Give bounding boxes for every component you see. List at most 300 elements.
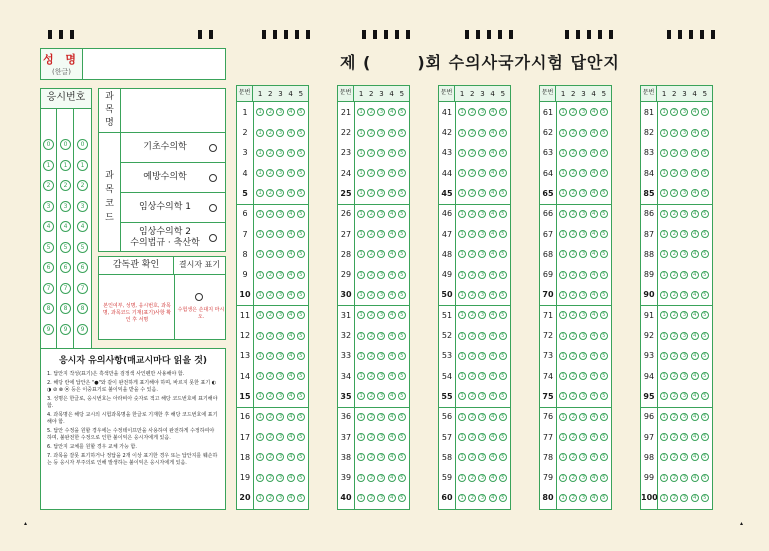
answer-bubble[interactable]: 4 bbox=[287, 494, 295, 502]
answer-bubble[interactable]: 1 bbox=[660, 271, 668, 279]
answer-bubble[interactable]: 4 bbox=[590, 108, 598, 116]
answer-bubble[interactable]: 4 bbox=[287, 129, 295, 137]
answer-bubble[interactable]: 3 bbox=[377, 210, 385, 218]
answer-bubble[interactable]: 1 bbox=[559, 250, 567, 258]
answer-bubble[interactable]: 4 bbox=[287, 433, 295, 441]
answer-bubble[interactable]: 5 bbox=[297, 413, 305, 421]
answer-bubble[interactable]: 4 bbox=[590, 250, 598, 258]
answer-bubble[interactable]: 3 bbox=[377, 291, 385, 299]
answer-bubble[interactable]: 2 bbox=[367, 291, 375, 299]
answer-bubble[interactable]: 4 bbox=[691, 372, 699, 380]
answer-bubble[interactable]: 2 bbox=[670, 352, 678, 360]
answer-bubble[interactable]: 4 bbox=[388, 210, 396, 218]
answer-bubble[interactable]: 5 bbox=[398, 453, 406, 461]
answer-bubble[interactable]: 1 bbox=[357, 372, 365, 380]
answer-bubble[interactable]: 5 bbox=[499, 149, 507, 157]
answer-bubble[interactable]: 5 bbox=[297, 332, 305, 340]
answer-bubble[interactable]: 5 bbox=[297, 453, 305, 461]
answer-bubble[interactable]: 5 bbox=[398, 250, 406, 258]
answer-bubble[interactable]: 3 bbox=[579, 311, 587, 319]
exam-digit-bubble[interactable]: 0 bbox=[60, 139, 71, 150]
answer-bubble[interactable]: 3 bbox=[478, 271, 486, 279]
answer-bubble[interactable]: 2 bbox=[670, 230, 678, 238]
answer-bubble[interactable]: 3 bbox=[680, 189, 688, 197]
answer-bubble[interactable]: 2 bbox=[569, 169, 577, 177]
answer-bubble[interactable]: 3 bbox=[276, 230, 284, 238]
answer-bubble[interactable]: 1 bbox=[559, 230, 567, 238]
answer-bubble[interactable]: 1 bbox=[256, 250, 264, 258]
answer-bubble[interactable]: 2 bbox=[367, 413, 375, 421]
exam-digit-bubble[interactable]: 4 bbox=[60, 221, 71, 232]
answer-bubble[interactable]: 2 bbox=[367, 311, 375, 319]
answer-bubble[interactable]: 1 bbox=[357, 210, 365, 218]
answer-bubble[interactable]: 3 bbox=[276, 291, 284, 299]
answer-bubble[interactable]: 1 bbox=[357, 149, 365, 157]
answer-bubble[interactable]: 2 bbox=[670, 372, 678, 380]
exam-digit-bubble[interactable]: 6 bbox=[43, 262, 54, 273]
answer-bubble[interactable]: 4 bbox=[590, 169, 598, 177]
answer-bubble[interactable]: 1 bbox=[559, 413, 567, 421]
answer-bubble[interactable]: 4 bbox=[691, 433, 699, 441]
answer-bubble[interactable]: 2 bbox=[367, 129, 375, 137]
answer-bubble[interactable]: 5 bbox=[600, 129, 608, 137]
answer-bubble[interactable]: 3 bbox=[680, 433, 688, 441]
answer-bubble[interactable]: 5 bbox=[398, 210, 406, 218]
answer-bubble[interactable]: 4 bbox=[287, 372, 295, 380]
answer-bubble[interactable]: 3 bbox=[478, 149, 486, 157]
answer-bubble[interactable]: 3 bbox=[276, 189, 284, 197]
answer-bubble[interactable]: 3 bbox=[377, 108, 385, 116]
answer-bubble[interactable]: 2 bbox=[367, 250, 375, 258]
answer-bubble[interactable]: 4 bbox=[489, 453, 497, 461]
exam-digit-bubble[interactable]: 4 bbox=[43, 221, 54, 232]
answer-bubble[interactable]: 3 bbox=[680, 271, 688, 279]
answer-bubble[interactable]: 4 bbox=[388, 372, 396, 380]
answer-bubble[interactable]: 4 bbox=[590, 210, 598, 218]
answer-bubble[interactable]: 5 bbox=[297, 108, 305, 116]
answer-bubble[interactable]: 1 bbox=[660, 332, 668, 340]
answer-bubble[interactable]: 5 bbox=[701, 453, 709, 461]
answer-bubble[interactable]: 2 bbox=[367, 453, 375, 461]
answer-bubble[interactable]: 4 bbox=[590, 494, 598, 502]
answer-bubble[interactable]: 4 bbox=[287, 189, 295, 197]
answer-bubble[interactable]: 1 bbox=[256, 311, 264, 319]
exam-digit-bubble[interactable]: 7 bbox=[77, 283, 88, 294]
answer-bubble[interactable]: 3 bbox=[478, 129, 486, 137]
answer-bubble[interactable]: 1 bbox=[559, 352, 567, 360]
exam-digit-bubble[interactable]: 1 bbox=[77, 160, 88, 171]
answer-bubble[interactable]: 5 bbox=[600, 271, 608, 279]
answer-bubble[interactable]: 2 bbox=[266, 413, 274, 421]
answer-bubble[interactable]: 3 bbox=[680, 311, 688, 319]
answer-bubble[interactable]: 4 bbox=[590, 291, 598, 299]
answer-bubble[interactable]: 2 bbox=[266, 433, 274, 441]
answer-bubble[interactable]: 2 bbox=[266, 129, 274, 137]
answer-bubble[interactable]: 4 bbox=[388, 291, 396, 299]
answer-bubble[interactable]: 4 bbox=[691, 149, 699, 157]
exam-digit-bubble[interactable]: 5 bbox=[60, 242, 71, 253]
answer-bubble[interactable]: 4 bbox=[287, 474, 295, 482]
answer-bubble[interactable]: 4 bbox=[590, 372, 598, 380]
answer-bubble[interactable]: 3 bbox=[579, 494, 587, 502]
answer-bubble[interactable]: 5 bbox=[297, 474, 305, 482]
answer-bubble[interactable]: 2 bbox=[670, 453, 678, 461]
answer-bubble[interactable]: 1 bbox=[660, 108, 668, 116]
answer-bubble[interactable]: 5 bbox=[600, 108, 608, 116]
exam-digit-bubble[interactable]: 7 bbox=[60, 283, 71, 294]
answer-bubble[interactable]: 4 bbox=[489, 291, 497, 299]
answer-bubble[interactable]: 2 bbox=[367, 271, 375, 279]
answer-bubble[interactable]: 3 bbox=[579, 250, 587, 258]
answer-bubble[interactable]: 2 bbox=[468, 250, 476, 258]
answer-bubble[interactable]: 3 bbox=[478, 169, 486, 177]
answer-bubble[interactable]: 1 bbox=[357, 230, 365, 238]
answer-bubble[interactable]: 1 bbox=[660, 169, 668, 177]
answer-bubble[interactable]: 1 bbox=[559, 311, 567, 319]
answer-bubble[interactable]: 1 bbox=[559, 474, 567, 482]
answer-bubble[interactable]: 3 bbox=[680, 392, 688, 400]
exam-digit-bubble[interactable]: 2 bbox=[43, 180, 54, 191]
answer-bubble[interactable]: 3 bbox=[276, 108, 284, 116]
answer-bubble[interactable]: 2 bbox=[468, 230, 476, 238]
answer-bubble[interactable]: 4 bbox=[489, 474, 497, 482]
answer-bubble[interactable]: 5 bbox=[600, 189, 608, 197]
answer-bubble[interactable]: 1 bbox=[357, 311, 365, 319]
answer-bubble[interactable]: 1 bbox=[357, 332, 365, 340]
answer-bubble[interactable]: 1 bbox=[256, 169, 264, 177]
answer-bubble[interactable]: 5 bbox=[398, 189, 406, 197]
answer-bubble[interactable]: 3 bbox=[680, 149, 688, 157]
answer-bubble[interactable]: 1 bbox=[458, 250, 466, 258]
answer-bubble[interactable]: 3 bbox=[377, 169, 385, 177]
answer-bubble[interactable]: 3 bbox=[680, 474, 688, 482]
answer-bubble[interactable]: 1 bbox=[458, 372, 466, 380]
answer-bubble[interactable]: 2 bbox=[367, 433, 375, 441]
exam-digit-bubble[interactable]: 8 bbox=[77, 303, 88, 314]
answer-bubble[interactable]: 4 bbox=[691, 230, 699, 238]
answer-bubble[interactable]: 3 bbox=[377, 392, 385, 400]
answer-bubble[interactable]: 1 bbox=[458, 149, 466, 157]
answer-bubble[interactable]: 1 bbox=[357, 352, 365, 360]
answer-bubble[interactable]: 3 bbox=[478, 230, 486, 238]
answer-bubble[interactable]: 2 bbox=[266, 149, 274, 157]
answer-bubble[interactable]: 2 bbox=[468, 189, 476, 197]
exam-digit-bubble[interactable]: 9 bbox=[77, 324, 88, 335]
answer-bubble[interactable]: 3 bbox=[377, 149, 385, 157]
answer-bubble[interactable]: 4 bbox=[691, 250, 699, 258]
answer-bubble[interactable]: 1 bbox=[559, 169, 567, 177]
answer-bubble[interactable]: 3 bbox=[680, 108, 688, 116]
answer-bubble[interactable]: 3 bbox=[478, 413, 486, 421]
answer-bubble[interactable]: 4 bbox=[388, 169, 396, 177]
answer-bubble[interactable]: 1 bbox=[256, 149, 264, 157]
subject-option-bubble[interactable] bbox=[209, 234, 217, 242]
subject-option-row[interactable] bbox=[121, 223, 225, 253]
answer-bubble[interactable]: 2 bbox=[266, 230, 274, 238]
answer-bubble[interactable]: 5 bbox=[398, 108, 406, 116]
answer-bubble[interactable]: 2 bbox=[468, 332, 476, 340]
answer-bubble[interactable]: 3 bbox=[680, 210, 688, 218]
answer-bubble[interactable]: 1 bbox=[357, 392, 365, 400]
answer-bubble[interactable]: 2 bbox=[468, 149, 476, 157]
answer-bubble[interactable]: 2 bbox=[266, 311, 274, 319]
answer-bubble[interactable]: 4 bbox=[388, 271, 396, 279]
answer-bubble[interactable]: 1 bbox=[357, 129, 365, 137]
answer-bubble[interactable]: 1 bbox=[458, 453, 466, 461]
exam-digit-bubble[interactable]: 9 bbox=[60, 324, 71, 335]
answer-bubble[interactable]: 2 bbox=[569, 311, 577, 319]
answer-bubble[interactable]: 1 bbox=[256, 494, 264, 502]
answer-bubble[interactable]: 5 bbox=[499, 352, 507, 360]
answer-bubble[interactable]: 2 bbox=[468, 291, 476, 299]
answer-bubble[interactable]: 3 bbox=[579, 332, 587, 340]
answer-bubble[interactable]: 5 bbox=[297, 372, 305, 380]
answer-bubble[interactable]: 2 bbox=[468, 494, 476, 502]
answer-bubble[interactable]: 1 bbox=[660, 250, 668, 258]
answer-bubble[interactable]: 1 bbox=[660, 210, 668, 218]
answer-bubble[interactable]: 3 bbox=[478, 392, 486, 400]
answer-bubble[interactable]: 2 bbox=[367, 189, 375, 197]
answer-bubble[interactable]: 4 bbox=[489, 189, 497, 197]
answer-bubble[interactable]: 1 bbox=[559, 433, 567, 441]
answer-bubble[interactable]: 4 bbox=[691, 291, 699, 299]
answer-bubble[interactable]: 3 bbox=[579, 372, 587, 380]
answer-bubble[interactable]: 2 bbox=[569, 433, 577, 441]
answer-bubble[interactable]: 5 bbox=[499, 494, 507, 502]
answer-bubble[interactable]: 3 bbox=[478, 250, 486, 258]
answer-bubble[interactable]: 5 bbox=[499, 474, 507, 482]
answer-bubble[interactable]: 5 bbox=[701, 352, 709, 360]
answer-bubble[interactable]: 3 bbox=[579, 413, 587, 421]
exam-digit-bubble[interactable]: 3 bbox=[60, 201, 71, 212]
answer-bubble[interactable]: 3 bbox=[680, 250, 688, 258]
answer-bubble[interactable]: 4 bbox=[489, 210, 497, 218]
answer-bubble[interactable]: 2 bbox=[569, 230, 577, 238]
answer-bubble[interactable]: 3 bbox=[680, 453, 688, 461]
answer-bubble[interactable]: 4 bbox=[590, 332, 598, 340]
answer-bubble[interactable]: 2 bbox=[569, 352, 577, 360]
answer-bubble[interactable]: 5 bbox=[600, 372, 608, 380]
answer-bubble[interactable]: 2 bbox=[569, 149, 577, 157]
answer-bubble[interactable]: 5 bbox=[297, 494, 305, 502]
answer-bubble[interactable]: 3 bbox=[377, 129, 385, 137]
answer-bubble[interactable]: 2 bbox=[266, 169, 274, 177]
answer-bubble[interactable]: 5 bbox=[499, 169, 507, 177]
answer-bubble[interactable]: 1 bbox=[660, 230, 668, 238]
answer-bubble[interactable]: 5 bbox=[600, 250, 608, 258]
answer-bubble[interactable]: 3 bbox=[377, 413, 385, 421]
answer-bubble[interactable]: 5 bbox=[499, 271, 507, 279]
answer-bubble[interactable]: 5 bbox=[600, 311, 608, 319]
answer-bubble[interactable]: 4 bbox=[388, 189, 396, 197]
answer-bubble[interactable]: 4 bbox=[388, 433, 396, 441]
answer-bubble[interactable]: 1 bbox=[559, 129, 567, 137]
answer-bubble[interactable]: 4 bbox=[489, 230, 497, 238]
answer-bubble[interactable]: 1 bbox=[660, 149, 668, 157]
answer-bubble[interactable]: 2 bbox=[468, 392, 476, 400]
answer-bubble[interactable]: 3 bbox=[377, 250, 385, 258]
exam-digit-bubble[interactable]: 6 bbox=[60, 262, 71, 273]
answer-bubble[interactable]: 2 bbox=[367, 149, 375, 157]
answer-bubble[interactable]: 5 bbox=[398, 169, 406, 177]
answer-bubble[interactable]: 3 bbox=[377, 271, 385, 279]
answer-bubble[interactable]: 1 bbox=[458, 129, 466, 137]
answer-bubble[interactable]: 2 bbox=[569, 291, 577, 299]
answer-bubble[interactable]: 3 bbox=[276, 210, 284, 218]
answer-bubble[interactable]: 1 bbox=[458, 433, 466, 441]
answer-bubble[interactable]: 5 bbox=[701, 271, 709, 279]
answer-bubble[interactable]: 5 bbox=[297, 352, 305, 360]
answer-bubble[interactable]: 2 bbox=[266, 332, 274, 340]
answer-bubble[interactable]: 2 bbox=[367, 230, 375, 238]
answer-bubble[interactable]: 2 bbox=[367, 332, 375, 340]
answer-bubble[interactable]: 5 bbox=[600, 474, 608, 482]
answer-bubble[interactable]: 5 bbox=[701, 494, 709, 502]
exam-digit-bubble[interactable]: 5 bbox=[77, 242, 88, 253]
answer-bubble[interactable]: 2 bbox=[569, 332, 577, 340]
answer-bubble[interactable]: 5 bbox=[297, 169, 305, 177]
answer-bubble[interactable]: 3 bbox=[680, 230, 688, 238]
answer-bubble[interactable]: 2 bbox=[266, 372, 274, 380]
answer-bubble[interactable]: 4 bbox=[590, 453, 598, 461]
answer-bubble[interactable]: 5 bbox=[701, 189, 709, 197]
exam-digit-bubble[interactable]: 8 bbox=[43, 303, 54, 314]
subject-name-field[interactable] bbox=[121, 89, 225, 133]
answer-bubble[interactable]: 2 bbox=[670, 392, 678, 400]
answer-bubble[interactable]: 5 bbox=[600, 352, 608, 360]
answer-bubble[interactable]: 5 bbox=[499, 129, 507, 137]
answer-bubble[interactable]: 1 bbox=[256, 372, 264, 380]
answer-bubble[interactable]: 2 bbox=[468, 352, 476, 360]
answer-bubble[interactable]: 1 bbox=[559, 149, 567, 157]
answer-bubble[interactable]: 4 bbox=[691, 189, 699, 197]
answer-bubble[interactable]: 3 bbox=[276, 372, 284, 380]
answer-bubble[interactable]: 1 bbox=[256, 271, 264, 279]
answer-bubble[interactable]: 4 bbox=[388, 474, 396, 482]
answer-bubble[interactable]: 5 bbox=[398, 230, 406, 238]
answer-bubble[interactable]: 2 bbox=[569, 372, 577, 380]
answer-bubble[interactable]: 5 bbox=[297, 189, 305, 197]
answer-bubble[interactable]: 5 bbox=[701, 149, 709, 157]
answer-bubble[interactable]: 4 bbox=[489, 413, 497, 421]
answer-bubble[interactable]: 4 bbox=[489, 169, 497, 177]
answer-bubble[interactable]: 5 bbox=[600, 149, 608, 157]
exam-digit-bubble[interactable]: 8 bbox=[60, 303, 71, 314]
answer-bubble[interactable]: 1 bbox=[660, 413, 668, 421]
absent-bubble[interactable] bbox=[195, 293, 203, 301]
answer-bubble[interactable]: 5 bbox=[398, 311, 406, 319]
answer-bubble[interactable]: 1 bbox=[458, 392, 466, 400]
answer-bubble[interactable]: 5 bbox=[297, 271, 305, 279]
answer-bubble[interactable]: 4 bbox=[287, 169, 295, 177]
answer-bubble[interactable]: 2 bbox=[367, 169, 375, 177]
answer-bubble[interactable]: 2 bbox=[266, 271, 274, 279]
answer-bubble[interactable]: 5 bbox=[701, 250, 709, 258]
answer-bubble[interactable]: 1 bbox=[660, 392, 668, 400]
answer-bubble[interactable]: 2 bbox=[468, 372, 476, 380]
answer-bubble[interactable]: 1 bbox=[256, 129, 264, 137]
answer-bubble[interactable]: 1 bbox=[357, 291, 365, 299]
answer-bubble[interactable]: 1 bbox=[458, 230, 466, 238]
answer-bubble[interactable]: 1 bbox=[458, 352, 466, 360]
answer-bubble[interactable]: 2 bbox=[266, 291, 274, 299]
answer-bubble[interactable]: 1 bbox=[458, 169, 466, 177]
exam-digit-bubble[interactable]: 3 bbox=[43, 201, 54, 212]
answer-bubble[interactable]: 3 bbox=[680, 413, 688, 421]
answer-bubble[interactable]: 2 bbox=[468, 413, 476, 421]
answer-bubble[interactable]: 3 bbox=[680, 372, 688, 380]
answer-bubble[interactable]: 1 bbox=[559, 494, 567, 502]
answer-bubble[interactable]: 3 bbox=[579, 230, 587, 238]
answer-bubble[interactable]: 1 bbox=[256, 433, 264, 441]
answer-bubble[interactable]: 3 bbox=[680, 332, 688, 340]
answer-bubble[interactable]: 5 bbox=[701, 372, 709, 380]
answer-bubble[interactable]: 3 bbox=[276, 129, 284, 137]
answer-bubble[interactable]: 3 bbox=[276, 169, 284, 177]
answer-bubble[interactable]: 3 bbox=[579, 210, 587, 218]
answer-bubble[interactable]: 1 bbox=[458, 210, 466, 218]
answer-bubble[interactable]: 3 bbox=[377, 474, 385, 482]
answer-bubble[interactable]: 2 bbox=[367, 392, 375, 400]
answer-bubble[interactable]: 5 bbox=[398, 271, 406, 279]
answer-bubble[interactable]: 5 bbox=[499, 413, 507, 421]
exam-digit-bubble[interactable]: 1 bbox=[60, 160, 71, 171]
exam-digit-bubble[interactable]: 7 bbox=[43, 283, 54, 294]
answer-bubble[interactable]: 2 bbox=[670, 474, 678, 482]
answer-bubble[interactable]: 2 bbox=[569, 392, 577, 400]
answer-bubble[interactable]: 4 bbox=[287, 392, 295, 400]
answer-bubble[interactable]: 1 bbox=[357, 453, 365, 461]
answer-bubble[interactable]: 3 bbox=[680, 352, 688, 360]
answer-bubble[interactable]: 3 bbox=[579, 453, 587, 461]
answer-bubble[interactable]: 2 bbox=[670, 250, 678, 258]
answer-bubble[interactable]: 3 bbox=[276, 433, 284, 441]
answer-bubble[interactable]: 4 bbox=[489, 311, 497, 319]
answer-bubble[interactable]: 4 bbox=[590, 189, 598, 197]
answer-bubble[interactable]: 2 bbox=[266, 352, 274, 360]
answer-bubble[interactable]: 4 bbox=[489, 392, 497, 400]
answer-bubble[interactable]: 4 bbox=[590, 149, 598, 157]
answer-bubble[interactable]: 1 bbox=[660, 433, 668, 441]
answer-bubble[interactable]: 1 bbox=[458, 494, 466, 502]
answer-bubble[interactable]: 3 bbox=[478, 372, 486, 380]
answer-bubble[interactable]: 2 bbox=[468, 311, 476, 319]
answer-bubble[interactable]: 5 bbox=[297, 433, 305, 441]
answer-bubble[interactable]: 3 bbox=[276, 453, 284, 461]
subject-option-row[interactable] bbox=[121, 163, 225, 193]
answer-bubble[interactable]: 1 bbox=[660, 372, 668, 380]
exam-digit-bubble[interactable]: 9 bbox=[43, 324, 54, 335]
answer-bubble[interactable]: 3 bbox=[478, 433, 486, 441]
answer-bubble[interactable]: 5 bbox=[499, 291, 507, 299]
answer-bubble[interactable]: 4 bbox=[489, 129, 497, 137]
answer-bubble[interactable]: 3 bbox=[579, 433, 587, 441]
answer-bubble[interactable]: 2 bbox=[266, 392, 274, 400]
answer-bubble[interactable]: 1 bbox=[357, 250, 365, 258]
answer-bubble[interactable]: 4 bbox=[590, 352, 598, 360]
answer-bubble[interactable]: 4 bbox=[388, 413, 396, 421]
exam-digit-bubble[interactable]: 6 bbox=[77, 262, 88, 273]
answer-bubble[interactable]: 2 bbox=[670, 210, 678, 218]
answer-bubble[interactable]: 4 bbox=[287, 250, 295, 258]
answer-bubble[interactable]: 5 bbox=[600, 413, 608, 421]
answer-bubble[interactable]: 5 bbox=[600, 433, 608, 441]
answer-bubble[interactable]: 1 bbox=[256, 332, 264, 340]
answer-bubble[interactable]: 2 bbox=[670, 271, 678, 279]
answer-bubble[interactable]: 2 bbox=[367, 352, 375, 360]
answer-bubble[interactable]: 3 bbox=[377, 433, 385, 441]
answer-bubble[interactable]: 4 bbox=[691, 108, 699, 116]
